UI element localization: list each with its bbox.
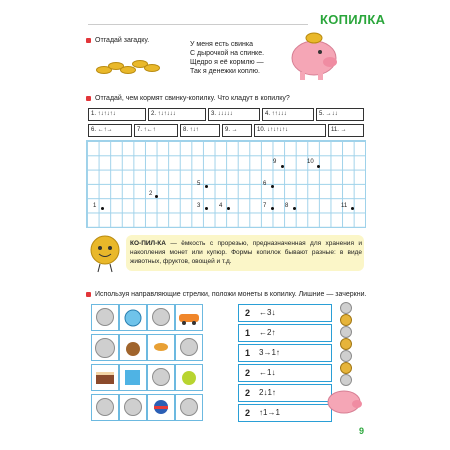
instruction-row: 2 2↓1↑ bbox=[238, 384, 332, 402]
code-10: 10. ↓↑↓↑↓↑↓ bbox=[254, 124, 326, 137]
riddle bbox=[190, 40, 264, 76]
riddle-line: У меня есть свинка bbox=[190, 41, 253, 48]
task-2-label: Отгадай, чем кормят свинку-копилку. Что кладут в копилку? bbox=[95, 95, 290, 102]
instruction-row: 2 ↑1→1 bbox=[238, 404, 332, 422]
task-2 bbox=[86, 94, 290, 103]
bullet-icon bbox=[86, 38, 91, 43]
instruction-table bbox=[238, 304, 316, 422]
riddle-line: Щедро я её кормлю — bbox=[190, 59, 264, 66]
riddle-line: С дырочкой на спинке. bbox=[190, 50, 265, 57]
cap-icon bbox=[147, 394, 175, 421]
piggy-bank-small-icon bbox=[324, 386, 366, 416]
candy-icon bbox=[147, 334, 175, 361]
code-5: 5. →↓↓ bbox=[316, 108, 364, 121]
task-3-label: Используя направляющие стрелки, положи монеты в копилку. Лишние — зачеркни. bbox=[95, 291, 367, 298]
cake-icon bbox=[91, 364, 119, 391]
coin-column bbox=[336, 302, 356, 382]
coins-illustration bbox=[96, 52, 166, 76]
instruction-row: 2 ←3↓ bbox=[238, 304, 332, 322]
alarm-clock-icon bbox=[119, 304, 147, 331]
page-number: 9 bbox=[359, 426, 365, 436]
instruction-row: 1 ←2↑ bbox=[238, 324, 332, 342]
code-7: 7. ↑←↑ bbox=[134, 124, 178, 137]
bullet-icon bbox=[86, 96, 91, 101]
bullet-icon bbox=[86, 292, 91, 297]
task-3 bbox=[86, 290, 366, 299]
page-title: КОПИЛКА bbox=[320, 12, 386, 27]
piggy-bank-icon bbox=[286, 30, 346, 82]
definition-word: КО-ПИЛ-КА bbox=[130, 240, 166, 247]
code-1: 1. ↑↓↑↓↑↓ bbox=[88, 108, 146, 121]
code-3: 3. ↓↓↓↓↓ bbox=[208, 108, 260, 121]
dot-grid: 1 2 3 4 5 6 7 8 9 10 11 bbox=[86, 140, 366, 228]
picture-grid bbox=[91, 304, 211, 422]
instruction-row: 1 3→1↑ bbox=[238, 344, 332, 362]
toy-cube-icon bbox=[119, 364, 147, 391]
definition-text: КО-ПИЛ-КА — ёмкость с прорезью, предназначенная для хранения и накопления монет или купюр. Формы копилок бывают разные: в виде животных, фруктов, овощей и т.д. bbox=[130, 240, 362, 265]
teddy-bear-icon bbox=[119, 334, 147, 361]
riddle-line: Так я денежки коплю. bbox=[190, 68, 260, 75]
instruction-row: 2 ←1↓ bbox=[238, 364, 332, 382]
code-2: 2. ↑↓↑↓↓↓ bbox=[148, 108, 206, 121]
car-icon bbox=[175, 304, 203, 331]
task-1 bbox=[86, 36, 149, 45]
code-8: 8. ↑↓↑ bbox=[180, 124, 220, 137]
coin-mascot-icon bbox=[88, 234, 122, 274]
code-9: 9. → bbox=[222, 124, 252, 137]
apple-icon bbox=[175, 364, 203, 391]
header-rule bbox=[88, 24, 308, 25]
code-11: 11. → bbox=[328, 124, 364, 137]
task-1-label: Отгадай загадку. bbox=[95, 37, 150, 44]
code-6: 6. ←↑→ bbox=[88, 124, 132, 137]
code-4: 4. ↑↑↓↓↓ bbox=[262, 108, 314, 121]
